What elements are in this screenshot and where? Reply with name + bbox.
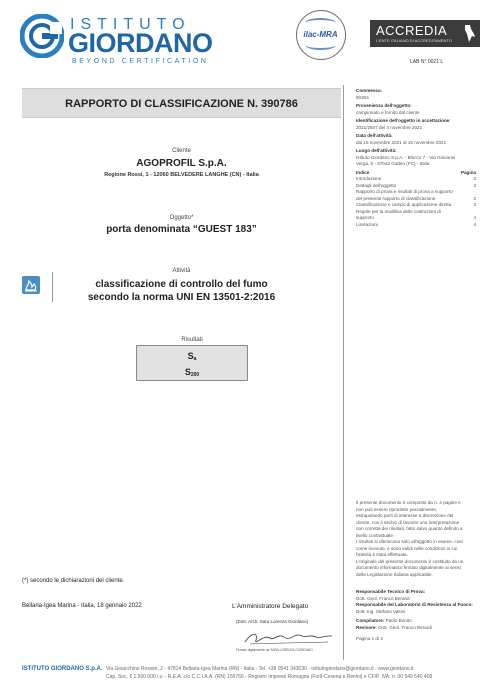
resp-lab-label: Responsabile del Laboratorio di Resistenza al Fuoco: (356, 602, 473, 607)
accredia-subtitle: L'ENTE ITALIANO DI ACCREDITAMENTO (376, 38, 452, 43)
luogo-value-1: Istituto Giordano S.p.A. - Blocco 7 - Via Giovanni (356, 154, 456, 160)
compilatore-label: Compilatore: (356, 618, 385, 623)
cliente-address: Regione Rossi, 1 - 12060 BELVEDERE LANGHE (CN) - Italia (104, 172, 259, 178)
attivita-label: Attività (172, 268, 191, 274)
index-title: supporto (356, 215, 374, 220)
ilac-text: ilac-MRA (303, 30, 338, 39)
pagina-header-label: Pagina (460, 169, 476, 175)
identificazione-label: Identificazione dell'oggetto in accettazione: (356, 118, 451, 123)
risultati-label: Risultati (181, 337, 203, 343)
disclaimer-line: non corretta dei risultati, fatto salvo quanto definito a (356, 526, 463, 531)
identificazione-value: 2021/2947 del 4 novembre 2021 (356, 124, 423, 130)
attivita-line2: secondo la norma UNI EN 13501-2:2016 (87, 292, 276, 303)
resp-prova-label: Responsabile Tecnico di Prova: (356, 589, 426, 594)
disclaimer-line: L'originale del presente documento è costituito da un (356, 558, 464, 564)
title-band (22, 88, 341, 118)
oggetto-value: porta denominata “GUEST 183” (106, 224, 257, 235)
index-row[interactable] (356, 222, 476, 229)
footer-address: Via Gioacchino Rossini, 2 - 47814 Bellaria-Igea Marina (RN) - Italia - Tel. +39 0541 343030 - istitutogiordano@giordano.it - www.giordano.it (106, 666, 414, 672)
signatory-name: (Dott. Arch. Sara Lorenza Giordano) (236, 619, 309, 624)
cliente-label: Cliente (172, 148, 191, 154)
index-page: 3 (473, 202, 476, 207)
index-page: 2 (473, 182, 476, 188)
column-divider (343, 85, 344, 660)
risultato-2-main: S (184, 367, 191, 377)
indice-label: Indice (356, 169, 370, 175)
revisore-value: Dott. Geol. Franco Berardi (378, 624, 432, 630)
accredia-name: ACCREDIA (376, 23, 448, 38)
ilac-mra-seal (296, 10, 346, 60)
index-page: 4 (473, 215, 476, 220)
data-attivita-label: Data dell'attività: (356, 133, 393, 138)
responsabili-block (356, 589, 476, 643)
ilac-arc-bottom (305, 40, 336, 50)
logo-sub-text: BEYOND CERTIFICATION (72, 58, 209, 65)
footer-legal: Cap. Soc. € 1.500.000 i.v. - R.E.A. c/o C.C.I.A.A. (RN) 156766 - Registro Imprese Romagna (Forlì-Cesena e Rimini) e CF/P. IVA: n. 00 549 540 409 (106, 674, 433, 680)
risultati-box (136, 345, 248, 381)
risultato-2-sub: 200 (190, 372, 200, 378)
resp-lab-value: Dott. Ing. Stefano Vasini (356, 608, 406, 614)
index-list (356, 176, 476, 228)
footnote: (*) secondo le dichiarazioni del cliente. (22, 578, 125, 584)
disclaimer-line: Il presente documento è composto da n. 4 pagine e (356, 500, 461, 505)
index-title: del presente rapporto di classificazione (356, 195, 436, 201)
provenienza-value: campionato e fornito dal cliente (356, 109, 420, 115)
revisore-label: Revisore: (356, 624, 377, 630)
oggetto-label: Oggetto* (169, 215, 194, 221)
signatory-role: L’Amministratore Delegato (232, 603, 309, 610)
logo-top-text: ISTITUTO (70, 16, 191, 33)
attivita-line1: classificazione di controllo del fumo (95, 279, 268, 290)
compilatore-value: Paolo Bonito (385, 618, 412, 623)
signature-image (240, 628, 335, 648)
disclaimer-line: livello contrattuale. (356, 532, 395, 538)
index-page: 2 (473, 195, 476, 201)
index-title: Limitazioni (356, 221, 378, 227)
index-page: 4 (473, 221, 476, 227)
report-title: RAPPORTO DI CLASSIFICAZIONE N. 390786 (65, 98, 298, 110)
index-title: Rapporto di prova e risultati di prova a supporto (356, 189, 453, 194)
italy-map-icon (462, 24, 476, 43)
data-attivita-value: dal 15 novembre 2021 al 16 novembre 2021 (356, 139, 447, 145)
luogo-label: Luogo dell'attività: (356, 148, 397, 153)
page-number: Pagina 1 di 4 (356, 636, 383, 641)
place-date: Bellaria-Igea Marina - Italia, 18 gennaio 2022 (22, 603, 142, 609)
risultato-1 (137, 350, 247, 366)
cliente-name: AGOPROFIL S.p.A. (136, 158, 227, 169)
disclaimer-line: estrapolando parti di interesse a discrezione del (356, 513, 454, 518)
risultato-1-main: S (187, 351, 194, 361)
disclaimer-line: come ricevuto, e sono validi nelle condizioni in cui (356, 545, 458, 551)
index-title: Dettagli dell'oggetto (356, 182, 397, 188)
disclaimer-line: della Legislazione Italiana applicabile. (356, 571, 433, 577)
istituto-giordano-logo (20, 14, 213, 66)
commessa-label: Commessa: (356, 88, 383, 93)
giordano-g-mark-icon (20, 14, 64, 58)
logo-main-text: GIORDANO (68, 28, 213, 58)
disclaimer-line: cliente, con il rischio di favorire una interpretazione (356, 519, 460, 525)
lab-number: LAB N° 0021 L (410, 59, 444, 65)
disclaimer-line: documento informatico firmato digitalmente ai sensi (356, 565, 461, 570)
luogo-value-2: Verga, 6 - 47043 Gatteo (FC) - Italia (356, 161, 430, 166)
sidebar-info (356, 88, 476, 228)
provenienza-label: Provenienza dell'oggetto: (356, 103, 412, 108)
disclaimer-line: I risultati si riferiscono solo all'oggetto in esame, così (356, 539, 463, 544)
accredia-logo (370, 20, 480, 47)
digital-signature-note: Firmato digitalmente da SARA LORENZA GIORDANO (236, 648, 313, 652)
disclaimer-line: non può essere riprodotto parzialmente, (356, 506, 438, 512)
risultato-1-sub: a (193, 356, 197, 362)
resp-prova-value: Dott. Geol. Franco Berardi (356, 595, 410, 601)
disclaimer-block (356, 500, 476, 578)
footer-brand: ISTITUTO GIORDANO S.p.A. (22, 666, 103, 672)
risultato-2 (137, 366, 247, 382)
index-page: 2 (473, 176, 476, 181)
index-title: Regole per la modifica delle costruzioni di (356, 208, 441, 214)
index-title: Introduzione (356, 176, 382, 181)
disclaimer-line: l'attività è stata effettuata. (356, 552, 408, 557)
commessa-value: 90304 (356, 94, 369, 100)
index-title: Classificazione e campo di applicazione diretta (356, 202, 452, 207)
ilac-arc-top (305, 18, 336, 28)
